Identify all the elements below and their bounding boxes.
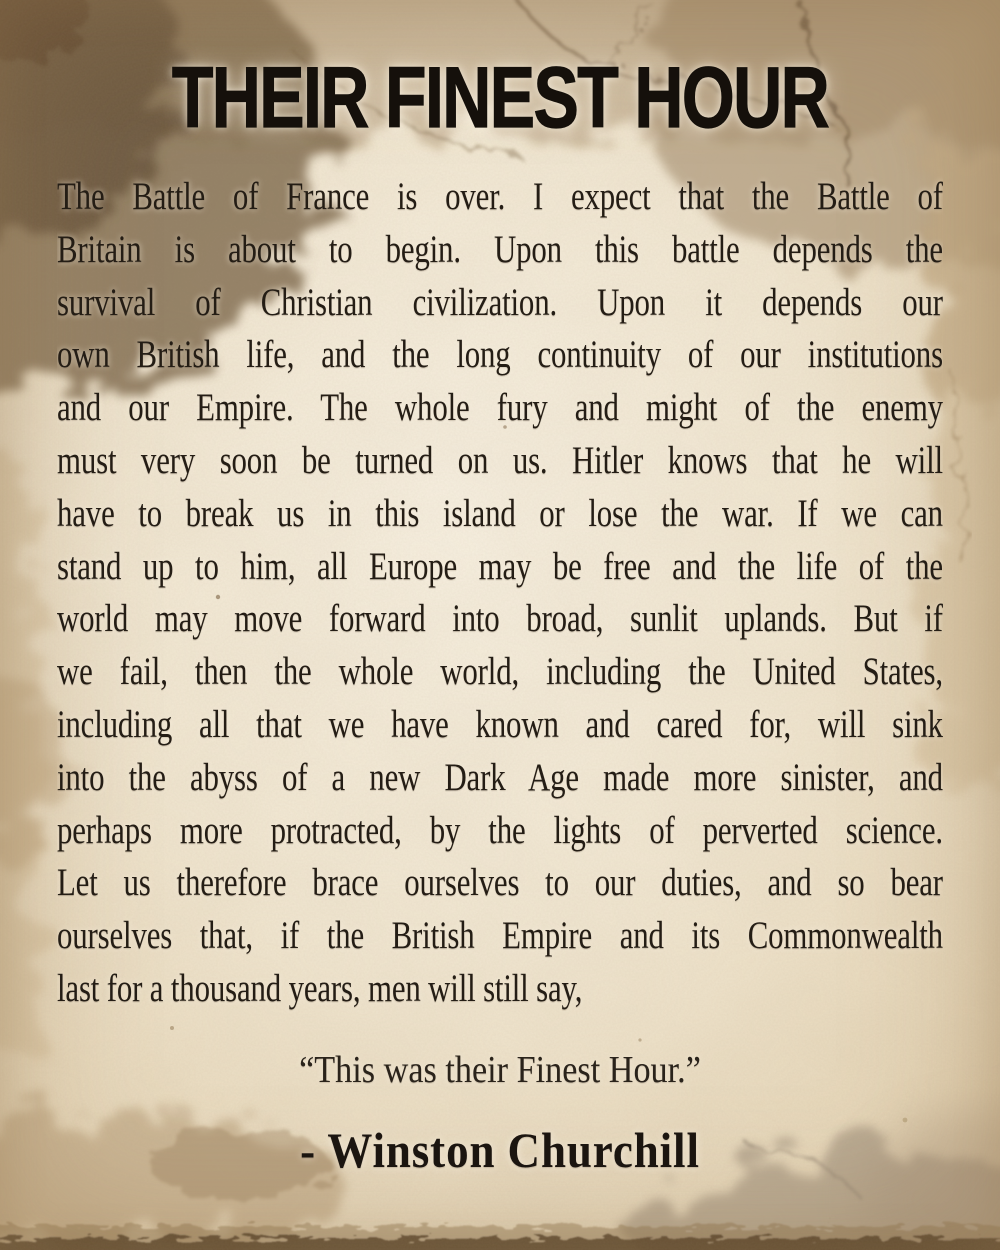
body-line: Let us therefore brace ourselves to our duties, and so bear [57, 861, 943, 905]
body-line: into the abyss of a new Dark Age made more sinister, and [57, 755, 943, 799]
body-line: have to break us in this island or lose the war. If we can [57, 491, 943, 535]
body-line: world may move forward into broad, sunlit uplands. But if [57, 597, 943, 641]
body-line: stand up to him, all Europe may be free and the life of the [57, 544, 943, 588]
body-line: survival of Christian civilization. Upon it depends our [57, 280, 943, 324]
page-title: THEIR FINEST HOUR [171, 50, 829, 146]
body-line: ourselves that, if the British Empire and its Commonwealth [57, 914, 943, 958]
body-line: last for a thousand years, men will still say, [57, 966, 583, 1010]
body-line: and our Empire. The whole fury and might of the enemy [57, 386, 943, 430]
finest-hour-quote: “This was their Finest Hour.” [299, 1049, 701, 1091]
body-line: we fail, then the whole world, including the United States, [57, 650, 943, 694]
body-line: own British life, and the long continuity of our institutions [57, 333, 943, 377]
attribution: - Winston Churchill [300, 1122, 700, 1178]
body-line: perhaps more protracted, by the lights of perverted science. [57, 808, 943, 852]
body-line: must very soon be turned on us. Hitler knows that he will [57, 438, 943, 482]
speech-body [57, 171, 943, 1016]
body-line: including all that we have known and cared for, will sink [57, 702, 943, 746]
body-line: The Battle of France is over. I expect that the Battle of [57, 175, 943, 218]
body-line: Britain is about to begin. Upon this battle depends the [57, 227, 943, 271]
